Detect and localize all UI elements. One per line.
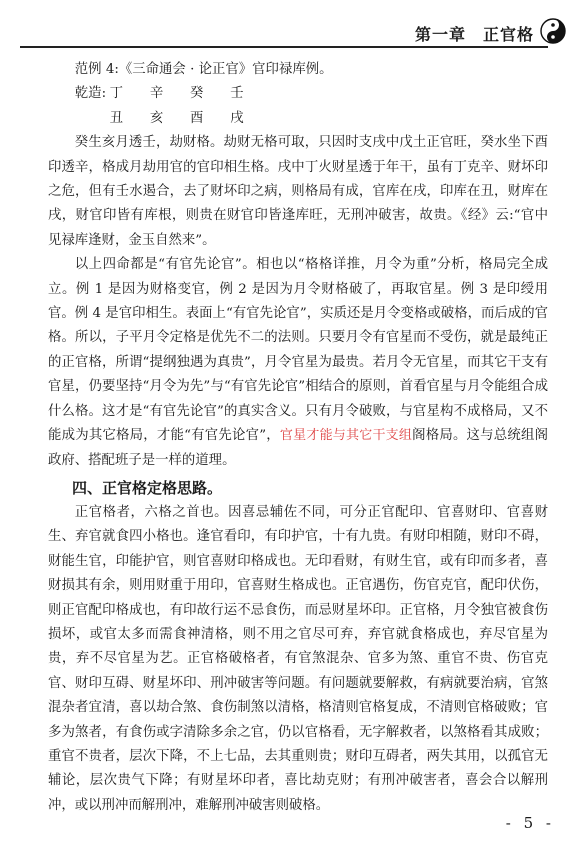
header-rule	[20, 46, 548, 48]
chart-stems-row	[48, 82, 548, 106]
chart-label: 乾造:	[74, 86, 107, 102]
paragraph-summary-text: 以上四命都是“有官先论官”。相也以“格格详推，月令为重”分析，格局完全成立。例 1 是因为财格变官，例 2 是因为月令财格破了，再取官星。例 3 是印绶用官。例 4 是官印相生。表面上“有官先论官”，实质还是月令变格或破格，而后成的官格。所以，子平月令定格是优先不二的法则。只要月令有官星而不受伤，就是最纯正的正官格，所谓“提纲独遇为真贵”，月令官星为最贵。若月令无官星，而其它干支有官星，仍要坚持“月令为先”与“有官先论官”相结合的原则，首看官星与月令能组合成什么格。这才是“有官先论官”的真实含义。只有月令破败，与官星构不成格局，又不能成为其它格局，才能“有官先论官”，	[48, 257, 548, 444]
chart-branches-row	[48, 107, 548, 131]
running-header	[20, 12, 568, 52]
branch-year: 丑	[109, 110, 124, 126]
stem-hour: 壬	[230, 86, 244, 102]
paragraph-analysis: 癸生亥月透壬，劫财格。劫财无格可取，只因时支戌中戊土正官旺，癸水坐下酉印透辛，格成月劫用官的官印相生格。戌中丁火财星透于年干，虽有丁克辛、财坏印之危，但有壬水遏合，去了财坏印之病，则格局有成，官库在戌，印库在丑，财库在戌，财官印皆有库根，则贵在财官印皆逢库旺，无刑冲破害，故贵。《经》云:“官中见禄库逢财，金玉自然来”。	[48, 135, 548, 248]
page-number: - 5 -	[505, 814, 555, 832]
branch-day: 酉	[190, 110, 204, 126]
paragraph-summary	[48, 253, 548, 473]
section-heading: 四、正官格定格思路。	[72, 478, 223, 497]
branch-hour: 戌	[230, 110, 244, 126]
example-title: 范例 4:《三命通会 · 论正官》官印禄库例。	[74, 62, 333, 77]
page-body	[48, 58, 548, 818]
branch-month: 亥	[149, 110, 164, 126]
paragraph-method: 正官格者，六格之首也。因喜忌辅佐不同，可分正官配印、官喜财印、官喜财生、弃官就食四小格也。逢官看印，有印护官，十有九贵。有财印相随，财印不碍，财能生官，印能护官，则官喜财印格成也。无印看财，有财生官，或有印而多者，喜财损其有余，则用财重于用印，官喜财生格成也。正官遇伤，伤官克官，配印伏伤，则正官配印格成也，有印故行运不忌食伤，而忌财星坏印。正官格，月令独官被食伤损坏，或官太多而需食神清格，则不用之官尽可弃，弃官就食格成也，弃尽官星为贵，弃不尽官星为艺。正官格破格者，有官煞混杂、官多为煞、重官不贵、伤官克官、财印互碍、财星坏印、刑冲破害等问题。有问题就要解救，有病就要治病，官煞混杂者宜清，喜以劫合煞、食伤制煞以清格，格清则官格复成，不清则官格破败；官多为煞者，有食伤或字清除多余之官，仍以官格看，无字解救者，以煞格看其成败；重官不贵者，层次下降，不上七品，去其重则贵；财印互碍者，两失其用，以孤官无辅论，层次贵气下降；有财星坏印者，喜比劫克财；有刑冲破害者，喜会合以解刑冲，或以刑冲而解刑冲，难解刑冲破害则破格。	[48, 504, 548, 813]
stem-day: 癸	[190, 86, 204, 102]
taiji-icon	[540, 18, 566, 44]
chapter-title: 第一章 正官格	[414, 25, 534, 44]
watermark-overlay: 官星才能与其它干支组	[279, 428, 413, 444]
paragraph-summary-tail: 阁格局。这与总统组阁政府、搭配班子是一样的道理。	[48, 428, 548, 468]
stem-year: 丁	[109, 86, 124, 102]
stem-month: 辛	[149, 86, 164, 102]
